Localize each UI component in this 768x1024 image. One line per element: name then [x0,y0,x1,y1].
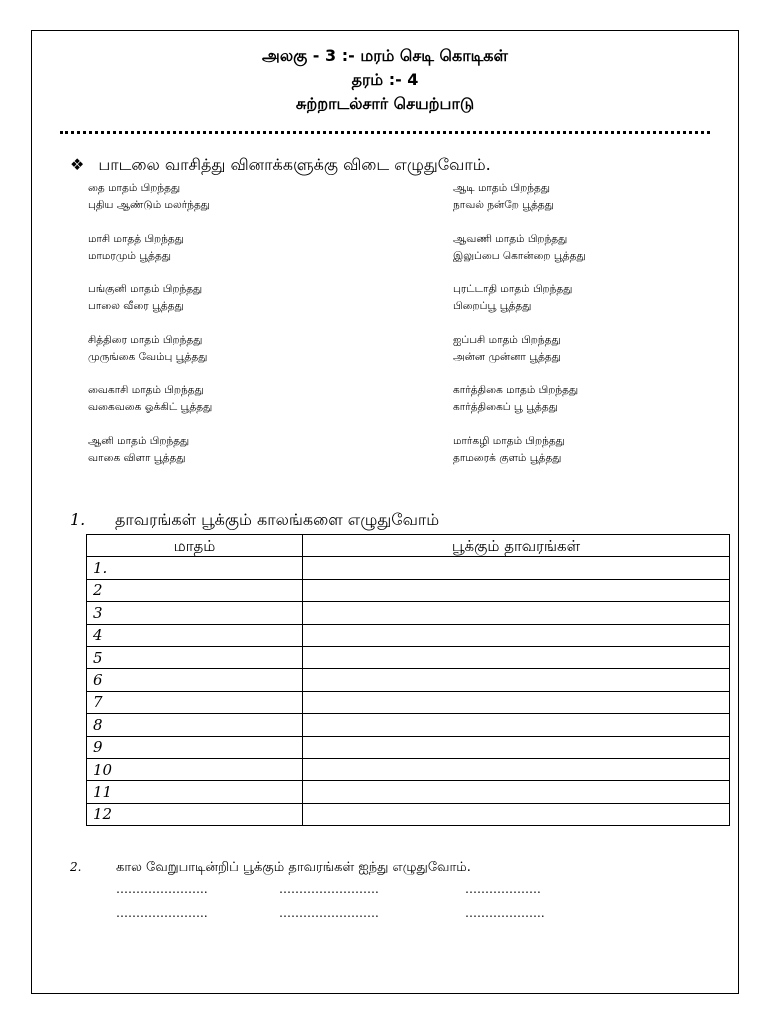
poem-stanza [453,281,713,332]
question-text: கால வேறுபாடின்றிப் பூக்கும் தாவரங்கள் ஐந்து எழுதுவோம். [116,860,471,875]
poem-line: முருங்கை வேம்பு பூத்தது [88,350,208,363]
worksheet-header [31,44,739,116]
poem-stanza [453,332,713,383]
poem-line: கார்த்திகை மாதம் பிறந்தது [453,384,579,396]
activity-subtitle: சுற்றாடல்சார் செயற்பாடு [295,94,475,113]
poem-line: வைகாசி மாதம் பிறந்தது [88,384,204,396]
question-1 [70,508,439,532]
poem-line: மாசி மாதத் பிறந்தது [88,232,184,245]
poem-column-right [453,180,713,483]
question-number: 1. [70,510,86,529]
poem-column-left [88,180,348,483]
answer-blank[interactable]: ………………. [465,882,541,896]
answer-cell[interactable] [303,624,730,646]
row-number: 10 [87,758,303,780]
row-number: 5 [87,646,303,668]
row-number: 9 [87,736,303,758]
table-row [87,669,730,691]
table-row [87,646,730,668]
row-number: 8 [87,714,303,736]
grade-label: தரம் :- 4 [351,70,419,89]
answer-blank[interactable]: ……………………. [279,882,379,896]
row-number: 4 [87,624,303,646]
table-row [87,579,730,601]
answer-blank[interactable]: ……………………. [279,906,379,920]
column-header-plants: பூக்கும் தாவரங்கள் [303,535,730,557]
poem-line: ஆவணி மாதம் பிறந்தது [453,232,568,245]
row-number: 11 [87,781,303,803]
poem-stanza [88,180,348,231]
poem-line: புரட்டாதி மாதம் பிறந்தது [453,283,573,295]
poem-line: கார்த்திகைப் பூ பூத்தது [453,401,558,413]
diamond-bullet-icon: ❖ [70,155,85,174]
answer-cell[interactable] [303,781,730,803]
question-2 [70,856,471,879]
answer-cell[interactable] [303,736,730,758]
unit-title: அலகு - 3 :- மரம் செடி கொடிகள் [262,46,508,65]
row-number: 3 [87,602,303,624]
poem-line: நாவல் நன்றே பூத்தது [453,199,554,211]
poem-line: அன்ன முன்னா பூத்தது [453,350,561,363]
poem-stanza [453,180,713,231]
row-number: 12 [87,803,303,825]
poem-line: பங்குனி மாதம் பிறந்தது [88,283,203,295]
table-header-row [87,535,730,557]
poem-line: பிறைப்பூ பூத்தது [453,300,532,312]
row-number: 2 [87,579,303,601]
answer-blank-row [116,882,541,896]
answer-cell[interactable] [303,646,730,668]
row-number: 1. [87,557,303,579]
question-text: தாவரங்கள் பூக்கும் காலங்களை எழுதுவோம் [115,510,440,529]
table-row [87,691,730,713]
poem-stanza [453,433,713,484]
answer-blank[interactable]: ………………….. [116,906,208,920]
poem-line: வாகை விளா பூத்தது [88,451,186,464]
instruction-text: பாடலை வாசித்து வினாக்களுக்கு விடை எழுதுவோம். [98,155,491,174]
poem-line: சித்திரை மாதம் பிறந்தது [88,333,203,346]
answer-cell[interactable] [303,758,730,780]
poem-line: மார்கழி மாதம் பிறந்தது [453,434,565,447]
row-number: 7 [87,691,303,713]
answer-cell[interactable] [303,557,730,579]
poem-stanza [88,433,348,484]
poem-line: புதிய ஆண்டும் மலர்ந்தது [88,199,210,211]
poem-line: வகைவகை ஓக்கிட் பூத்தது [88,401,213,413]
poem-stanza [88,231,348,282]
table-row [87,557,730,579]
poem-stanza [453,382,713,433]
poem-line: தை மாதம் பிறந்தது [88,182,181,194]
table-row [87,714,730,736]
poem-stanza [88,332,348,383]
table-row [87,758,730,780]
answer-cell[interactable] [303,803,730,825]
poem-stanza [88,281,348,332]
table-row [87,781,730,803]
table-row [87,736,730,758]
answer-blank[interactable]: ……………….. [465,906,545,920]
instruction [70,154,491,176]
answer-blank[interactable]: ………………….. [116,882,208,896]
poem-line: ஐப்பசி மாதம் பிறந்தது [453,333,561,346]
poem-line: மாமரமும் பூத்தது [88,249,171,262]
dotted-separator [60,131,710,134]
poem-stanza [88,382,348,433]
table-row [87,803,730,825]
answer-cell[interactable] [303,714,730,736]
table-row [87,602,730,624]
poem-line: பாலை வீரை பூத்தது [88,300,184,312]
answer-cell[interactable] [303,579,730,601]
table-row [87,624,730,646]
answer-blank-row [116,906,545,920]
answer-cell[interactable] [303,669,730,691]
question-number: 2. [70,860,82,874]
answer-cell[interactable] [303,691,730,713]
column-header-month: மாதம் [87,535,303,557]
poem-stanza [453,231,713,282]
poem-line: தாமரைக் குளம் பூத்தது [453,451,562,464]
poem-line: ஆனி மாதம் பிறந்தது [88,434,190,447]
poem-line: ஆடி மாதம் பிறந்தது [453,182,550,194]
answer-cell[interactable] [303,602,730,624]
row-number: 6 [87,669,303,691]
answer-table [86,534,730,826]
poem-line: இலுப்பை கொன்றை பூத்தது [453,249,586,262]
